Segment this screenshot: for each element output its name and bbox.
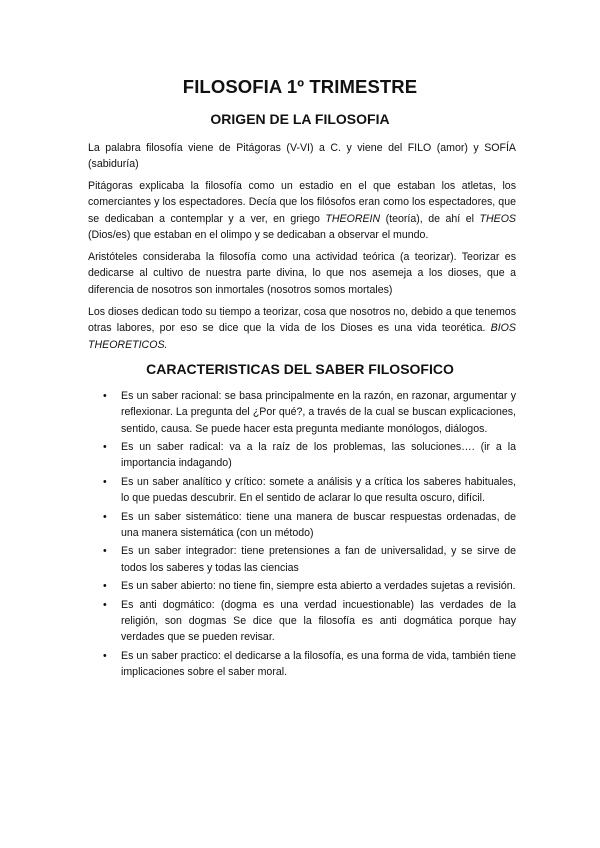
term-bios-theoreticos: BIOS THEORETICOS. <box>88 322 516 351</box>
paragraph-aristoteles: Aristóteles consideraba la filosofía como una actividad teórica (a teorizar). Teorizar es dedicarse al cultivo de nuestra parte divina, lo que nos asemeja a los dioses, que a diferencia de nosotros son inmortales (nosotros somos mortales) <box>88 251 516 296</box>
section-heading-origen: ORIGEN DE LA FILOSOFIA <box>210 111 390 127</box>
list-item-text: Es un saber racional: se basa principalmente en la razón, en razonar, argumentar y reflexionar. La pregunta del ¿Por qué?, a través de la cual se buscan explicaciones, sentido, causa. Se puede hacer esta pregunta mediante monólogos, diálogos. <box>121 390 516 435</box>
list-item-text: Es un saber sistemático: tiene una manera de buscar respuestas ordenadas, de una manera sistemática (con un método) <box>121 510 516 539</box>
paragraph-text: (teoría), de ahí el <box>380 212 480 225</box>
paragraph-pitagoras <box>88 178 516 244</box>
list-item <box>100 439 516 472</box>
list-item <box>100 388 516 437</box>
bullet-icon: • <box>103 598 107 611</box>
list-item-text: Es un saber radical: va a la raíz de los problemas, las soluciones…. (ir a la importancia indagando) <box>121 441 516 470</box>
term-theos: THEOS <box>479 212 516 225</box>
paragraph-text: Los dioses dedican todo su tiempo a teorizar, cosa que nosotros no, debido a que tenemos otras labores, por eso se dice que la vida de los Dioses es una vida teorética. <box>88 306 516 335</box>
list-item <box>100 509 516 542</box>
bullet-icon: • <box>103 441 107 454</box>
bullet-icon: • <box>103 545 107 558</box>
characteristics-list <box>100 388 516 683</box>
list-item-text: Es anti dogmático: (dogma es una verdad incuestionable) las verdades de la religión, son dogmas Se dice que la filosofía es anti dogmática porque hay verdades que se pueden revisar. <box>121 598 516 644</box>
section-heading-caracteristicas: CARACTERISTICAS DEL SABER FILOSOFICO <box>146 361 454 377</box>
list-item <box>100 543 516 576</box>
list-item <box>100 648 516 681</box>
list-item-text: Es un saber integrador: tiene pretensiones a fan de universalidad, y se sirve de todos los saberes y todas las ciencias <box>121 545 516 574</box>
paragraph-text: Pitágoras explicaba la filosofía como un estadio en el que estaban los atletas, los comerciantes y los espectadores. Decía que los filósofos eran como los espectadores, que se dedicaban a contemplar y a ver, en griego <box>88 180 516 225</box>
bullet-icon: • <box>103 510 107 523</box>
bullet-icon: • <box>103 390 107 402</box>
list-item <box>100 578 516 594</box>
bullet-icon: • <box>103 580 107 593</box>
page-title: FILOSOFIA 1º TRIMESTRE <box>182 76 418 97</box>
list-item-text: Es un saber analítico y crítico: somete a análisis y a crítica los saberes habituales, lo que puedas descubrir. En el sentido de aclarar lo que resulta oscuro, difícil. <box>121 475 516 505</box>
term-theorein: THEOREIN <box>325 212 381 225</box>
paragraph-text: (Dios/es) que estaban en el olimpo y se dedicaban a observar el mundo. <box>88 229 429 242</box>
list-item <box>100 474 516 507</box>
paragraph-origin-word: La palabra filosofía viene de Pitágoras (V-VI) a C. y viene del FILO (amor) y SOFÍA (sabiduría) <box>88 142 516 171</box>
list-item-text: Es un saber practico: el dedicarse a la filosofía, es una forma de vida, también tiene implicaciones sobre el saber moral. <box>121 649 516 679</box>
paragraph-dioses <box>88 304 516 353</box>
bullet-icon: • <box>103 649 107 662</box>
bullet-icon: • <box>103 475 107 488</box>
list-item <box>100 597 516 646</box>
list-item-text: Es un saber abierto: no tiene fin, siempre esta abierto a verdades sujetas a revisión. <box>121 580 516 593</box>
